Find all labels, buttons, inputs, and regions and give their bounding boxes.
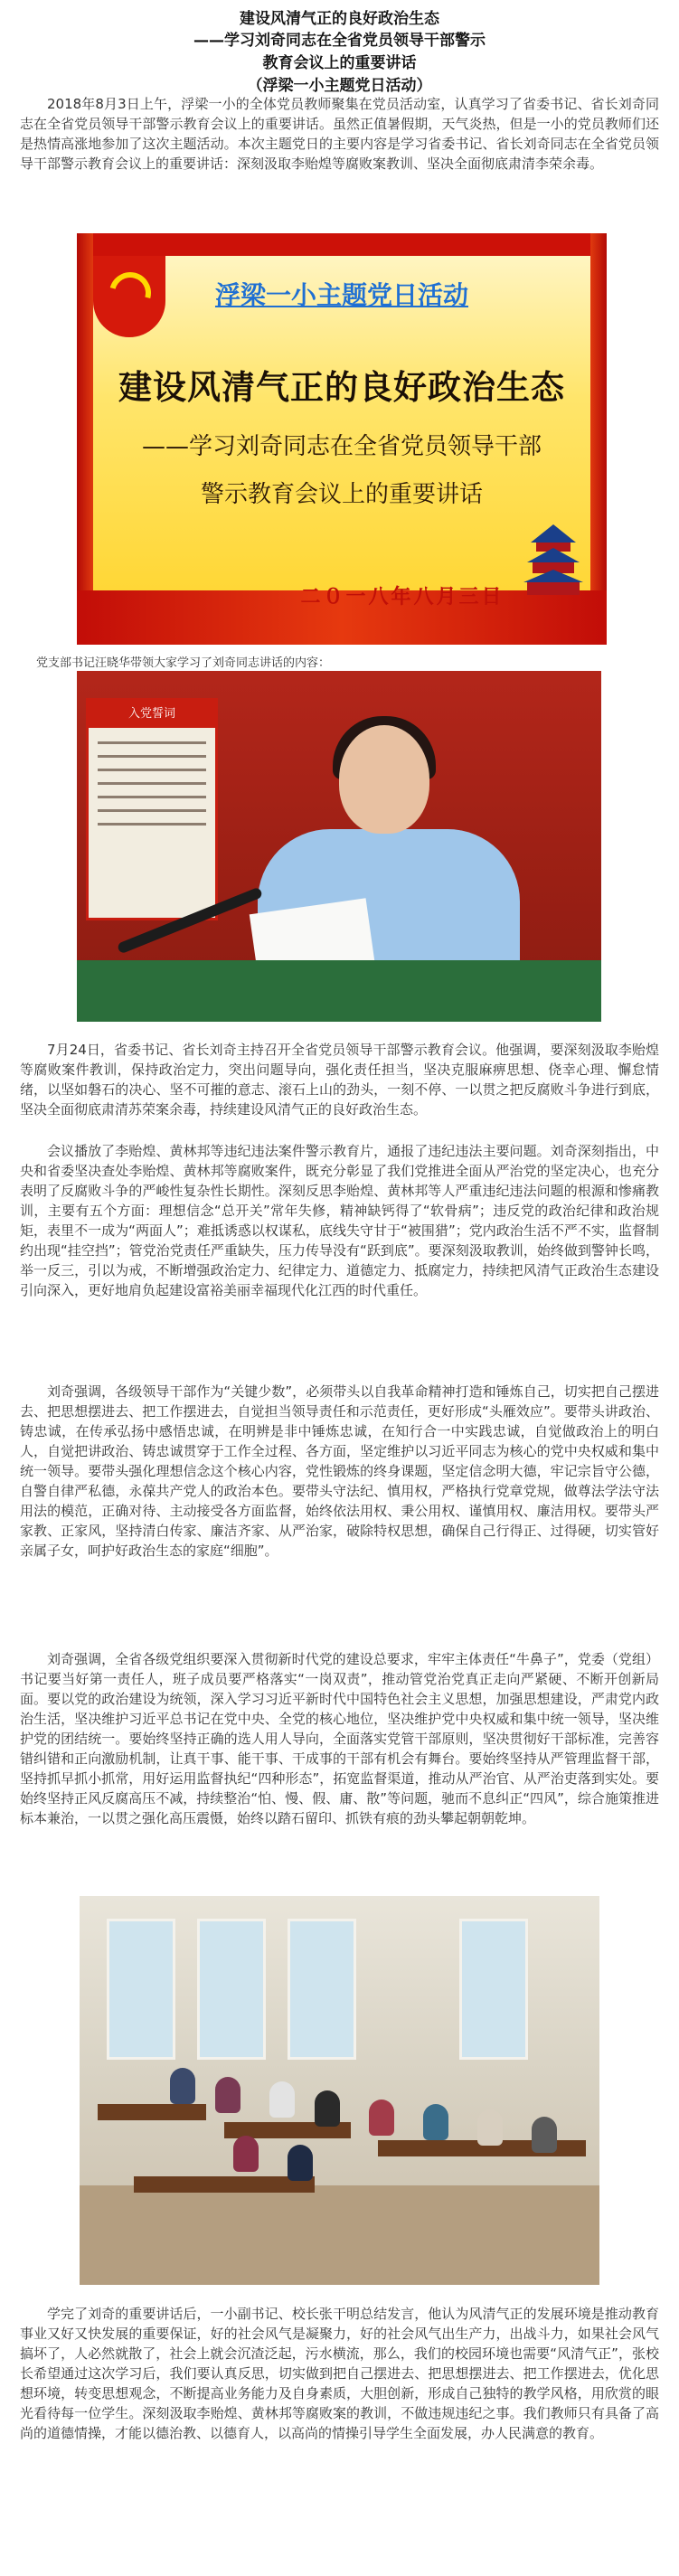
activity-banner-image xyxy=(77,233,607,645)
banner-date: 二０一八年八月三日 xyxy=(300,586,505,609)
banner-line-1: ——学习刘奇同志在全省党员领导干部 xyxy=(141,433,542,460)
photo-caption: 党支部书记汪晓华带领大家学习了刘奇同志讲话的内容： xyxy=(36,656,331,670)
attendee xyxy=(269,2081,295,2118)
desk xyxy=(98,2104,206,2120)
meeting-room-photo xyxy=(80,1896,599,2285)
window xyxy=(459,1919,528,2060)
banner-main-title: 建设风清气正的良好政治生态 xyxy=(118,368,565,407)
banner-top-band xyxy=(77,233,607,256)
attendee xyxy=(477,2109,503,2146)
oath-board xyxy=(86,698,218,920)
attendee xyxy=(215,2077,240,2113)
temple-of-heaven-icon xyxy=(522,523,585,595)
attendee xyxy=(288,2145,313,2181)
banner-line-2: 警示教育会议上的重要讲话 xyxy=(200,481,483,508)
table-cloth xyxy=(77,960,601,1022)
attendee xyxy=(369,2099,394,2136)
attendee xyxy=(532,2117,557,2153)
title-line-1: 建设风清气正的良好政治生态 xyxy=(240,10,439,28)
attendee xyxy=(315,2090,340,2127)
window xyxy=(288,1919,356,2060)
title-line-2: ——学习刘奇同志在全省党员领导干部警示 xyxy=(193,32,486,50)
title-line-3: 教育会议上的重要讲话 xyxy=(262,54,417,72)
body-paragraph-2: 会议播放了李贻煌、黄林邦等违纪违法案件警示教育片，通报了违纪违法主要问题。刘奇深刻指出，中央和省委坚决查处李贻煌、黄林邦等腐败案件，既充分彰显了我们党推进全面从严治党的坚定决心，也充分表明了反腐败斗争的严峻性复杂性长期性。深刻反思李贻煌、黄林邦等人严重违纪违法问题的根源和惨痛教训，主要有五个方面：理想信念“总开关”常年失修，精神缺钙得了“软骨病”；违反党的政治纪律和政治规矩，表里不一成为“两面人”；难抵诱惑以权谋私，底线失守甘于“被围猎”；党内政治生活不严不实，监督制约出现“挂空挡”；管党治党责任严重缺失，压力传导没有“跃到底”。要深刻汲取教训，始终做到警钟长鸣，举一反三，引以为戒，不断增强政治定力、纪律定力、道德定力、抵腐定力，持续把风清气正政治生态建设引向深入，更好地肩负起建设富裕美丽幸福现代化江西的时代重任。 xyxy=(20,1143,659,1298)
title-line-4: （浮梁一小主题党日活动） xyxy=(247,77,432,95)
floor xyxy=(80,2185,599,2285)
speaker-photo xyxy=(77,671,601,1022)
oath-board-title: 入党誓词 xyxy=(89,701,215,728)
window xyxy=(107,1919,175,2060)
body-paragraph-5: 学完了刘奇的重要讲话后，一小副书记、校长张干明总结发言，他认为风清气正的发展环境是推动教育事业又好又快发展的重要保证，好的社会风气是凝聚力，好的社会风气出生产力，出战斗力，如果社会风气搞坏了，人必然就散了，社会上就会沉渣泛起，污水横流，那么，我们的校园环境也需要“风清气正”，张校长希望通过这次学习后，我们要认真反思，切实做到把自己摆进去、把思想摆进去、把工作摆进去，优化思想环境，转变思想观念，不断提高业务能力及自身素质，大胆创新，形成自己独特的教学风格，用欣赏的眼光看待每一位学生。深刻汲取李贻煌、黄林邦等腐败案的教训，不做违规违纪之事。我们教师只有具备了高尚的道德情操，才能以德治教、以德育人，以高尚的情操引导学生全面发展，办人民满意的教育。 xyxy=(20,2306,660,2441)
banner-subtitle: 浮梁一小主题党日活动 xyxy=(214,280,468,310)
attendee xyxy=(233,2136,259,2172)
body-paragraph-3: 刘奇强调，各级领导干部作为“关键少数”，必须带头以自我革命精神打造和锤炼自己，切实把自己摆进去、把思想摆进去、把工作摆进去，自觉担当领导责任和示范责任，更好形成“头雁效应”。要带头讲政治、铸忠诚，在传承弘扬中感悟忠诚，在明辨是非中锤炼忠诚，在知行合一中实践忠诚，自觉做政治上的明白人，自觉把讲政治、铸忠诚贯穿于工作全过程、各方面，坚定维护以习近平同志为核心的党中央权威和集中统一领导。要带头强化理想信念这个核心内容，党性锻炼的终身课题，坚定信念明大德，牢记宗旨守公德，自警自律严私德，永葆共产党人的政治本色。要带头守法纪、慎用权，严格执行党章党规，做尊法学法守法用法的模范，正确对待、主动接受各方面监督，始终依法用权、秉公用权、谨慎用权、廉洁用权。要带头严家教、正家风，坚持清白传家、廉洁齐家、从严治家，破除特权思想，确保自己行得正、过得硬，切实管好亲属子女，呵护好政治生态的家庭“细胞”。 xyxy=(20,1383,659,1559)
attendee xyxy=(423,2104,448,2140)
speaker-face xyxy=(339,725,429,834)
attendee xyxy=(170,2068,195,2104)
body-paragraph-1: 7月24日，省委书记、省长刘奇主持召开全省党员领导干部警示教育会议。他强调，要深刻汲取李贻煌等腐败案件教训，保持政治定力，突出问题导向，强化责任担当，坚决克服麻痹思想、侥幸心理、懈怠情绪，以坚如磐石的决心、坚不可摧的意志、滚石上山的劲头，一刻不停、一以贯之把反腐败斗争进行到底，坚决全面彻底肃清苏荣案余毒，持续建设风清气正的良好政治生态。 xyxy=(20,1042,659,1118)
intro-paragraph: 2018年8月3日上午，浮梁一小的全体党员教师聚集在党员活动室，认真学习了省委书记、省长刘奇同志在全省党员领导干部警示教育会议上的重要讲话。虽然正值暑假期，天气炎热，但是一小的党员教师们还是热情高涨地参加了这次主题活动。本次主题党日的主要内容是学习省委书记、省长刘奇同志在全省党员领导干部警示教育会议上的重要讲话：深刻汲取李贻煌等腐败案教训、坚决全面彻底肃清李荣余毒。 xyxy=(20,96,659,172)
window xyxy=(197,1919,266,2060)
body-paragraph-4: 刘奇强调，全省各级党组织要深入贯彻新时代党的建设总要求，牢牢主体责任“牛鼻子”，党委（党组）书记要当好第一责任人，班子成员要严格落实“一岗双责”，推动管党治党真正走向严紧硬、不断开创新局面。要以党的政治建设为统领，深入学习习近平新时代中国特色社会主义思想，加强思想建设，严肃党内政治生活，坚决维护习近平总书记在党中央、全党的核心地位，坚决维护党中央权威和集中统一领导，坚决维护党的团结统一。要始终坚持正确的选人用人导向，全面落实党管干部原则，坚决贯彻好干部标准，完善容错纠错和正向激励机制，让真干事、能干事、干成事的干部有机会有舞台。要始终坚持从严管理监督干部，坚持抓早抓小抓常，用好运用监督执纪“四种形态”，拓宽监督渠道，推动从严治官、从严治吏落到实处。要始终坚持正风反腐高压不减，持续整治“怕、慢、假、庸、散”等问题，驰而不息纠正“四风”，综合施策推进标本兼治，一以贯之强化高压震慑，始终以踏石留印、抓铁有痕的劲头攀起朝朝乾坤。 xyxy=(20,1651,659,1826)
desk xyxy=(134,2176,315,2193)
